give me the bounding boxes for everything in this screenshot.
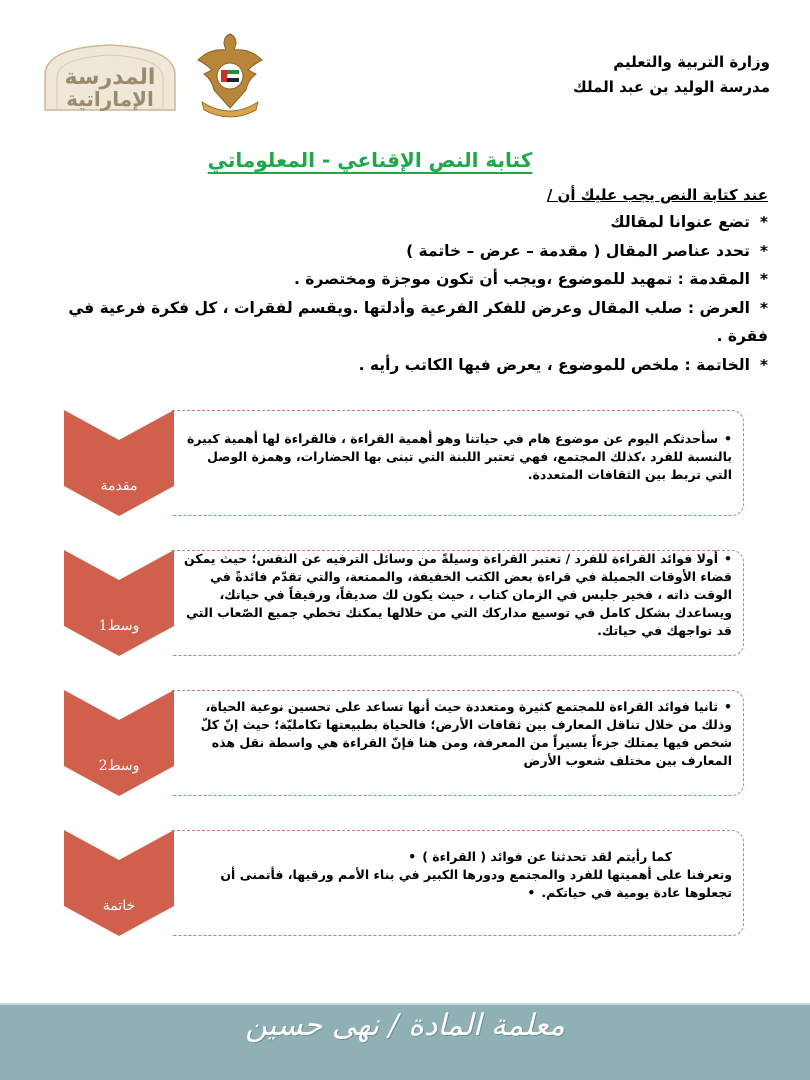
asterisk-icon: * — [759, 241, 768, 260]
page-title-wrap — [0, 148, 810, 172]
section-text — [182, 550, 732, 640]
section-conclusion — [64, 830, 744, 936]
section-label: خاتمة — [102, 898, 136, 914]
uae-emblem — [190, 30, 270, 118]
asterisk-icon: * — [759, 355, 768, 374]
asterisk-icon: * — [759, 213, 768, 231]
section-paragraph: وتعرفنا على أهميتها للفرد والمجتمع ودورها الكبير في بناء الأمم ورقيها، فأتمنى أن تجعلوها عادة يومية في حياتكم.• — [220, 867, 732, 900]
chevron-down-icon — [64, 690, 174, 796]
logos — [35, 30, 275, 120]
section-text — [182, 848, 732, 902]
tip-item: *الخاتمة : ملخص للموضوع ، يعرض فيها الكاتب رأيه . — [358, 355, 768, 374]
bullet-icon: • — [408, 849, 417, 864]
intro-line: عند كتابة النص يجب عليك أن / — [546, 186, 768, 204]
tips-list — [48, 208, 768, 379]
chevron-down-icon — [64, 410, 174, 516]
tip-item: *تحدد عناصر المقال ( مقدمة – عرض – خاتمة ) — [406, 241, 768, 260]
teacher-signature: معلمة المادة / نهى حسين — [245, 1008, 565, 1043]
section-middle-2 — [64, 690, 744, 796]
chevron-down-icon — [64, 550, 174, 656]
bullet-icon: • — [724, 431, 732, 446]
tip-item: *المقدمة : تمهيد للموضوع ،ويجب أن تكون موجزة ومختصرة . — [294, 270, 768, 288]
tip-item: *العرض : صلب المقال وعرض للفكر الفرعية وأدلتها .ويقسم لفقرات ، كل فكرة فرعية في فقرة . — [68, 298, 768, 345]
section-middle-1 — [64, 550, 744, 656]
bullet-icon: • — [527, 885, 536, 900]
ministry-name: وزارة التربية والتعليم — [613, 53, 770, 71]
section-label: وسط1 — [98, 618, 140, 634]
header — [573, 50, 770, 100]
section-label: وسط2 — [98, 758, 140, 774]
section-paragraph: •أولا فوائد القراءة للفرد / تعتبر القراءة وسيلةً من وسائل الترفيه عن النفس؛ حيث يمكن قضاء الأوقات الجميلة في قراءة بعض الكتب الخفيفة، والممتعة، والتي تقدّم فائدةً في الوقت ذاته ، فخير جليس في الزمان كتاب ، حيث يكون لك صديقاً، ورفيقاً في حياتك، ويساعدك بشكل كامل في توسيع مداركك التي من خلالها يمكنك تخطي جميع الصّعاب التي قد تواجهك في حياتك. — [183, 551, 732, 638]
bullet-icon: • — [724, 551, 732, 566]
section-text — [182, 698, 732, 770]
asterisk-icon: * — [759, 298, 768, 317]
tip-item: *تضع عنوانا لمقالك — [610, 213, 768, 231]
section-introduction — [64, 410, 744, 516]
section-paragraph: كما رأيتم لقد تحدثنا عن فوائد ( القراءة )• — [408, 849, 672, 864]
emirati-school-logo — [35, 40, 185, 115]
footer-divider — [0, 1003, 810, 1005]
school-name: مدرسة الوليد بن عبد الملك — [572, 78, 770, 96]
asterisk-icon: * — [759, 270, 768, 288]
logo-text-1: المدرسة — [64, 65, 156, 90]
section-paragraph: •ثانيا فوائد القراءة للمجتمع كثيرة ومتعددة حيث أنها تساعد على تحسين نوعية الحياة، وذلك من خلال تناقل المعارف بين ثقافات الأرض؛ فالحياة بطبيعتها تكامليّة؛ حيث إنّ كلّ شخص فيها يمتلك جزءاً يسيراً من المعرفة، ومن هنا فإنّ القراءة هي واسطة نقل هذه المعارف بين مختلف شعوب الأرض — [200, 699, 732, 768]
bullet-icon: • — [724, 699, 732, 714]
section-paragraph: •سأحدثكم اليوم عن موضوع هام في حياتنا وهو أهمية القراءة ، فالقراءة لها أهمية كبيرة بالنسبة للفرد ،كذلك المجتمع، فهي تعتبر اللبنة التي تبنى بها الحضارات، وهمزة الوصل التي تربط بين الثقافات المتعددة. — [187, 431, 732, 482]
page-title: كتابة النص الإقناعي - المعلوماتي — [207, 148, 533, 172]
logo-text-2: الإماراتية — [66, 87, 154, 111]
section-text — [182, 430, 732, 484]
chevron-down-icon — [64, 830, 174, 936]
section-label: مقدمة — [100, 478, 138, 494]
